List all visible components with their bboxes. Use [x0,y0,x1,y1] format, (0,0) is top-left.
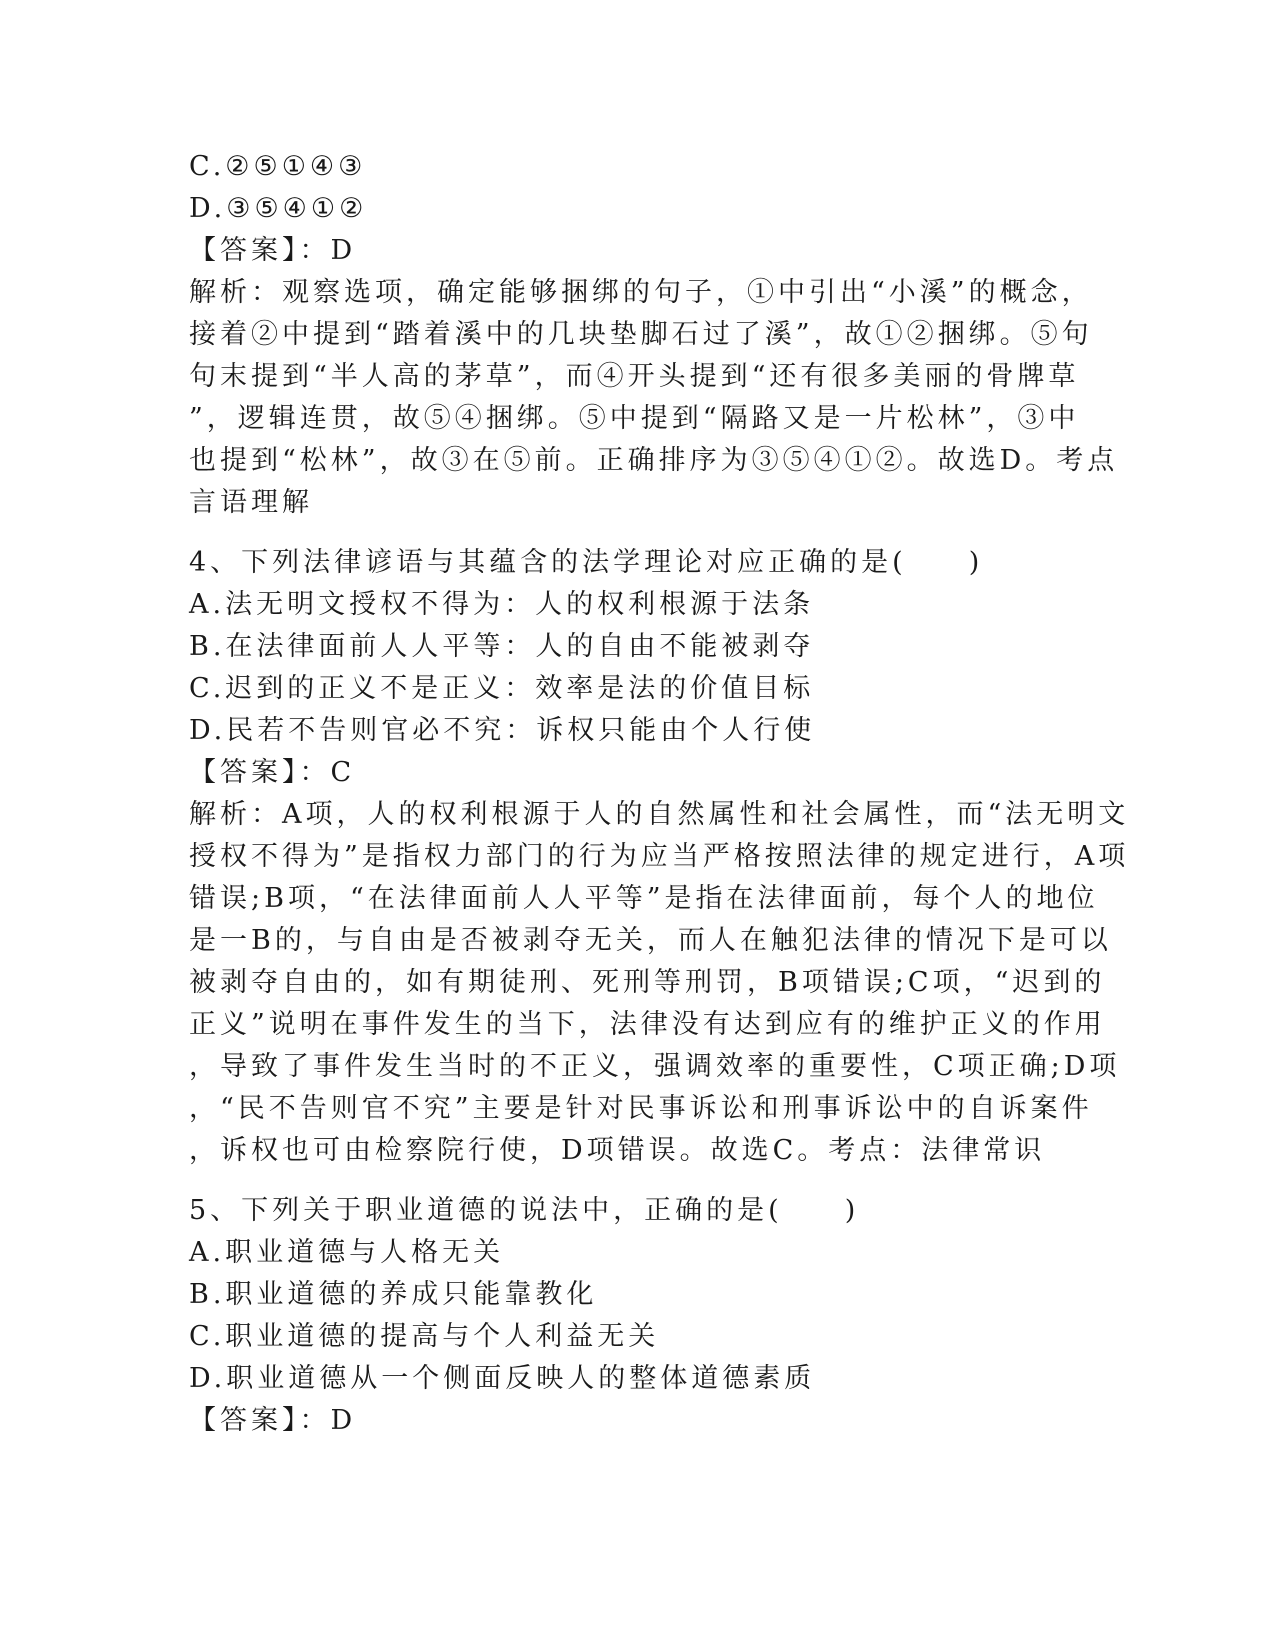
analysis-line: 句末提到“半人高的茅草”，而④开头提到“还有很多美丽的骨牌草 [189,361,1080,392]
analysis-line: 言语理解 [189,487,313,518]
option-a: A.法无明文授权不得为：人的权利根源于法条 [189,589,815,620]
analysis-line: 被剥夺自由的，如有期徒刑、死刑等刑罚，B项错误;C项，“迟到的 [189,967,1106,998]
analysis-line: 授权不得为”是指权力部门的行为应当严格按照法律的规定进行，A项 [189,841,1130,872]
analysis-line: 解析：观察选项，确定能够捆绑的句子，①中引出“小溪”的概念， [189,277,1093,308]
option-c: C.②⑤①④③ [189,151,367,182]
answer-line: 【答案】：D [189,1405,357,1436]
page-content [189,146,1130,1442]
question-gap [189,1172,1089,1190]
analysis-line: 错误;B项，“在法律面前人人平等”是指在法律面前，每个人的地位 [189,883,1099,914]
option-d: D.民若不告则官必不究：诉权只能由个人行使 [189,715,816,746]
analysis-line: 也提到“松林”，故③在⑤前。正确排序为③⑤④①②。故选D。考点 [189,445,1119,476]
analysis-line: ，诉权也可由检察院行使，D项错误。故选C。考点：法律常识 [189,1135,1046,1166]
option-b: B.职业道德的养成只能靠教化 [189,1279,598,1310]
analysis-line: ，导致了事件发生当时的不正义，强调效率的重要性，C项正确;D项 [189,1051,1121,1082]
analysis-line: 解析：A项，人的权利根源于人的自然属性和社会属性，而“法无明文 [189,799,1130,830]
option-b: B.在法律面前人人平等：人的自由不能被剥夺 [189,631,815,662]
question-5 [189,1190,1089,1442]
analysis-line: 是一B的，与自由是否被剥夺无关，而人在触犯法律的情况下是可以 [189,925,1112,956]
question-gap [189,524,1089,542]
answer-line: 【答案】：C [189,757,356,788]
question-stem: 4、下列法律谚语与其蕴含的法学理论对应正确的是( ) [189,547,984,578]
option-d: D.职业道德从一个侧面反映人的整体道德素质 [189,1363,816,1394]
analysis-line: 正义”说明在事件发生的当下，法律没有达到应有的维护正义的作用 [189,1009,1106,1040]
analysis-line: ，“民不告则官不究”主要是针对民事诉讼和刑事诉讼中的自诉案件 [189,1093,1093,1124]
question-stem: 5、下列关于职业道德的说法中，正确的是( ) [189,1195,860,1226]
question-4 [189,542,1130,1172]
analysis-line: 接着②中提到“踏着溪中的几块垫脚石过了溪”，故①②捆绑。⑤句 [189,319,1093,350]
option-a: A.职业道德与人格无关 [189,1237,505,1268]
option-d: D.③⑤④①② [189,193,368,224]
analysis-line: ”，逻辑连贯，故⑤④捆绑。⑤中提到“隔路又是一片松林”，③中 [189,403,1080,434]
option-c: C.迟到的正义不是正义：效率是法的价值目标 [189,673,815,704]
question-3-tail [189,146,1119,524]
answer-line: 【答案】：D [189,235,357,266]
option-c: C.职业道德的提高与个人利益无关 [189,1321,660,1352]
